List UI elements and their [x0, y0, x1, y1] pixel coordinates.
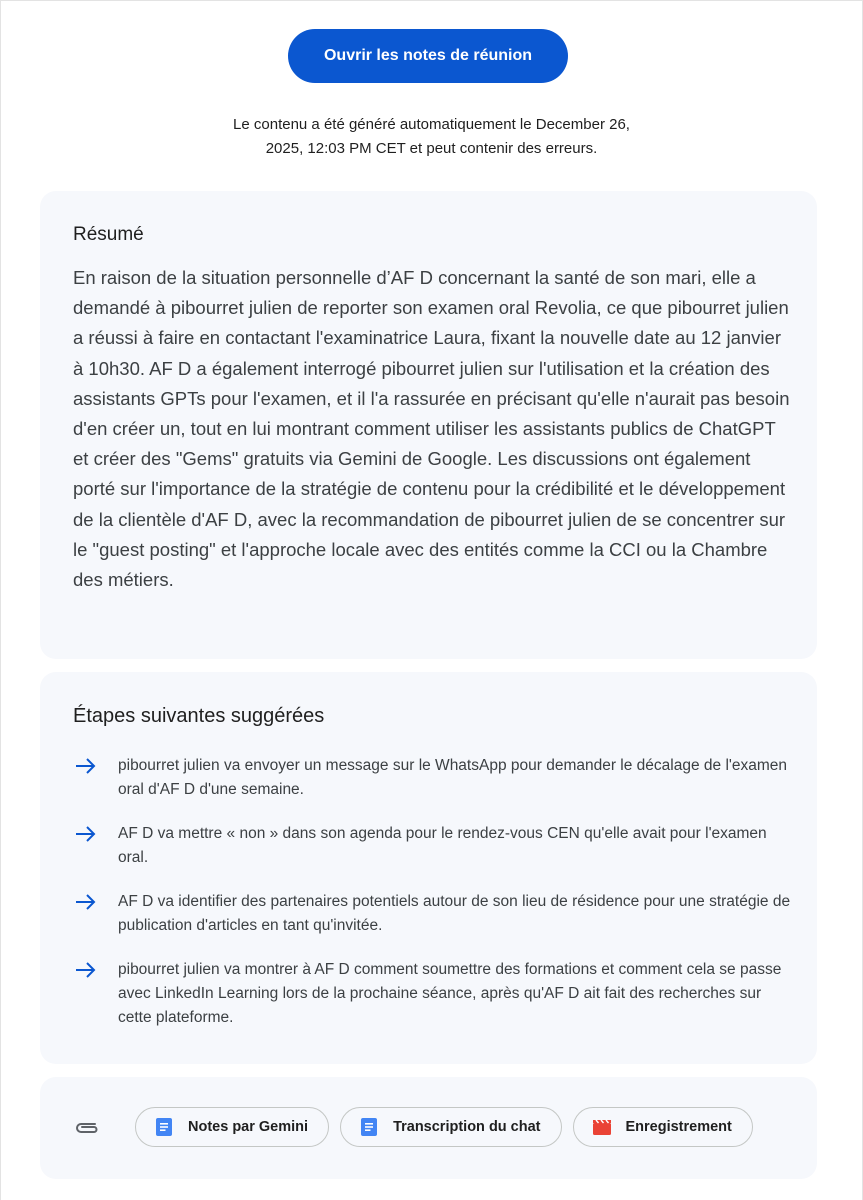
summary-title: Résumé [73, 224, 144, 245]
arrow-right-icon [75, 824, 97, 844]
summary-card [40, 191, 817, 659]
next-step-text: AF D va mettre « non » dans son agenda pour le rendez-vous CEN qu'elle avait pour l'examen oral. [118, 825, 767, 866]
next-steps-card [40, 672, 817, 1064]
attachment-gemini-notes[interactable] [135, 1107, 329, 1147]
arrow-right-icon [75, 960, 97, 980]
next-step-item [73, 822, 793, 870]
attachment-label: Transcription du chat [393, 1119, 541, 1135]
arrow-right-icon [75, 756, 97, 776]
auto-generated-disclaimer [150, 113, 713, 161]
summary-text: En raison de la situation personnelle d’AF D concernant la santé de son mari, elle a demandé à pibourret julien de reporter son examen oral Revolia, ce que pibourret julien a réussi à faire en contactant l'examinatrice Laura, fixant la nouvelle date au 12 janvier à 10h30. AF D a également interrogé pibourret julien sur l'utilisation et la création des assistants GPTs pour l'examen, et il l'a rassurée en précisant qu'elle n'aurait pas besoin d'en créer un, tout en lui montrant comment utiliser les assistants publics de ChatGPT et créer des "Gems" gratuits via Gemini de Google. Les discussions ont également porté sur l'importance de la stratégie de contenu pour la crédibilité et le développement de la clientèle d'AF D, avec la recommandation de pibourret julien de se concentrer sur le "guest posting" et l'approche locale avec des entités comme la CCI ou la Chambre des métiers. [73, 267, 790, 591]
next-step-text: AF D va identifier des partenaires potentiels autour de son lieu de résidence pour une stratégie de publication d'articles en tant qu'invitée. [118, 893, 791, 934]
next-steps-list [73, 754, 793, 1050]
attachment-recording[interactable] [573, 1107, 753, 1147]
docs-icon [359, 1117, 379, 1137]
attachments-card [40, 1077, 817, 1179]
paperclip-icon [73, 1117, 101, 1137]
attachments-row [73, 1107, 764, 1147]
next-steps-title: Étapes suivantes suggérées [73, 705, 325, 727]
arrow-right-icon [75, 892, 97, 912]
open-meeting-notes-button[interactable]: Ouvrir les notes de réunion [288, 29, 568, 83]
attachment-chat-transcript[interactable] [340, 1107, 561, 1147]
disclaimer-line-1: Le contenu a été généré automatiquement le December 26, [233, 116, 630, 133]
next-step-item [73, 754, 793, 802]
attachment-label: Notes par Gemini [188, 1119, 309, 1135]
attachment-label: Enregistrement [625, 1119, 732, 1135]
disclaimer-line-2: 2025, 12:03 PM CET et peut contenir des erreurs. [265, 140, 598, 157]
next-step-text: pibourret julien va montrer à AF D comment soumettre des formations et comment cela se passe avec LinkedIn Learning lors de la prochaine séance, après qu'AF D ait fait des recherches sur cette plateforme. [118, 961, 782, 1026]
next-step-text: pibourret julien va envoyer un message sur le WhatsApp pour demander le décalage de l'examen oral d'AF D d'une semaine. [118, 757, 787, 798]
video-clapper-icon [592, 1117, 612, 1137]
next-step-item [73, 890, 793, 938]
next-step-item [73, 958, 793, 1030]
docs-icon [154, 1117, 174, 1137]
